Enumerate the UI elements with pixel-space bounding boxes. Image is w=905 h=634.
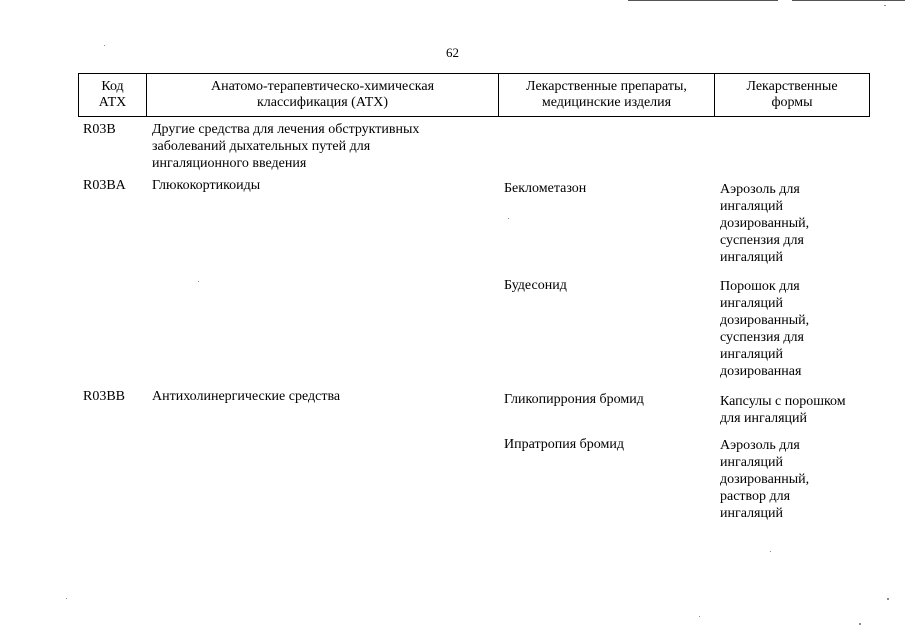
header-forms xyxy=(715,74,870,117)
page-number: 62 xyxy=(446,45,459,60)
header-drugs xyxy=(499,74,715,117)
row-code: R03BA xyxy=(83,178,126,193)
scan-speck xyxy=(508,218,509,219)
scan-speck xyxy=(770,551,771,552)
header-row xyxy=(79,74,870,117)
header-code xyxy=(79,74,147,117)
scan-speck xyxy=(887,598,889,600)
header-drugs-text: Лекарственные препараты, медицинские изделия xyxy=(526,79,687,110)
drug-name: Будесонид xyxy=(504,278,567,293)
scan-speck xyxy=(884,5,886,6)
row-code: R03B xyxy=(83,122,116,137)
row-classification: Глюкокортикоиды xyxy=(152,178,261,193)
scan-speck xyxy=(699,616,700,617)
row-classification: Антихолинергические средства xyxy=(152,389,341,404)
dosage-form: Капсулы с порошком для ингаляций xyxy=(720,394,846,426)
drug-name: Ипратропия бромид xyxy=(504,437,624,452)
header-code-text: Код АТХ xyxy=(98,79,127,110)
table-header xyxy=(78,73,870,117)
header-classification-text: Анатомо-терапевтическо-химическая классификация (АТХ) xyxy=(210,79,435,110)
row-classification: Другие средства для лечения обструктивных заболеваний дыхательных путей для ингаляционного введения xyxy=(152,122,420,171)
dosage-form: Аэрозоль для ингаляций дозированный, раствор для ингаляций xyxy=(720,438,810,521)
scan-speck xyxy=(66,598,67,599)
header-forms-text: Лекарственные формы xyxy=(746,79,838,110)
dosage-form: Аэрозоль для ингаляций дозированный, суспензия для ингаляций xyxy=(720,182,810,265)
row-code: R03BB xyxy=(83,389,126,404)
top-scan-rule-1 xyxy=(628,0,778,1)
header-classification xyxy=(147,74,499,117)
dosage-form: Порошок для ингаляций дозированный, суспензия для ингаляций дозированная xyxy=(720,279,810,379)
top-scan-rule-2 xyxy=(792,0,905,1)
drug-name: Гликопиррония бромид xyxy=(504,392,644,407)
scan-speck xyxy=(859,623,861,625)
scan-speck xyxy=(198,281,199,282)
scan-speck xyxy=(104,45,105,46)
drug-name: Беклометазон xyxy=(504,181,587,196)
